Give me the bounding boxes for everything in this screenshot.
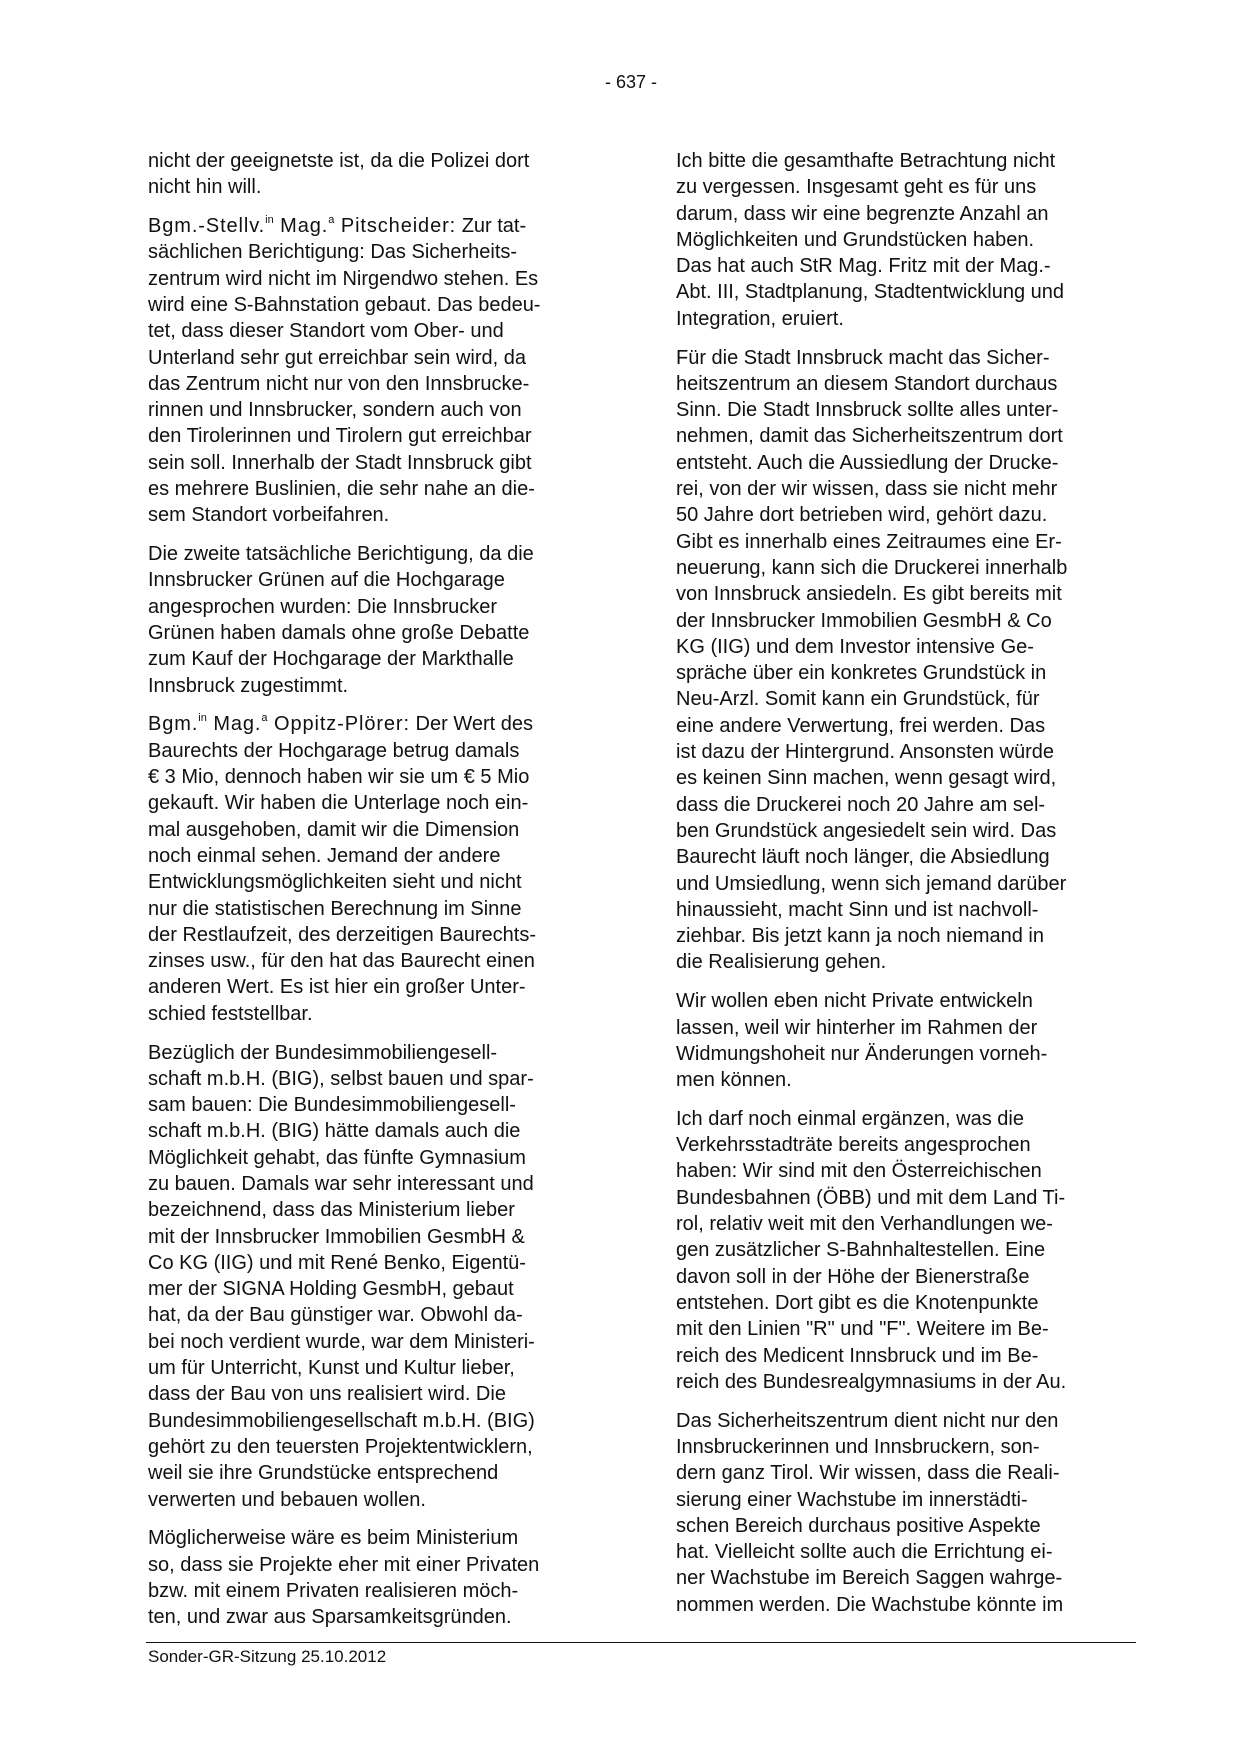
speaker-degree: Mag. — [280, 215, 329, 238]
paragraph-speaker-oppitz-ploerer — [148, 711, 618, 1027]
paragraph: Wir wollen eben nicht Private entwickeln lassen, weil wir hinterher im Rahmen der Widmungshoheit nur Änderungen vorneh- men können. — [676, 990, 1048, 1092]
paragraph: Das Sicherheitszentrum dient nicht nur den Innsbruckerinnen und Innsbruckern, son- dern ganz Tirol. Wir wissen, dass die Reali- sierung einer Wachstube im innerstädti- schen Bereich durchaus positive Aspekte hat. Vielleicht sollte auch die Errichtung ei- ner Wachstube im Bereich Saggen wahrge- nommen werden. Die Wachstube könnte im — [676, 1409, 1064, 1616]
speaker-title-suffix: in — [198, 712, 207, 725]
paragraph-speaker-pitscheider — [148, 213, 618, 529]
speaker-title-suffix: in — [265, 214, 274, 227]
speaker-label — [148, 215, 456, 237]
speech-text: Der Wert des Baurechts der Hochgarage betrug damals € 3 Mio, dennoch haben wir sie um € 5 Mio gekauft. Wir haben die Unterlage noch ein- mal ausgehoben, damit wir die Dimension noch einmal sehen. Jemand der andere Entwicklungsmöglichkeiten sieht und nicht nur die statistischen Berechnung im Sinne der Restlaufzeit, des derzeitigen Baurechts- zinses usw., für den hat das Baurecht einen anderen Wert. Es ist hier ein großer Unter- schied feststellbar. — [148, 713, 536, 1025]
paragraph: Die zweite tatsächliche Berichtigung, da die Innsbrucker Grünen auf die Hochgarage angesprochen wurden: Die Innsbrucker Grünen haben damals ohne große Debatte zum Kauf der Hochgarage der Markthalle Innsbruck zugestimmt. — [148, 543, 534, 697]
paragraph: Ich bitte die gesamthafte Betrachtung nicht zu vergessen. Insgesamt geht es für uns darum, dass wir eine begrenzte Anzahl an Möglichkeiten und Grundstücken haben. Das hat auch StR Mag. Fritz mit der Mag.- Abt. III, Stadtplanung, Stadtentwicklung und Integration, eruiert. — [676, 150, 1065, 330]
footer-divider — [146, 1642, 1136, 1643]
paragraph: nicht der geeignetste ist, da die Polizei dort nicht hin will. — [148, 150, 530, 199]
paragraph: Möglicherweise wäre es beim Ministerium so, dass sie Projekte eher mit einer Privaten bzw. mit einem Privaten realisieren möch- ten, und zwar aus Sparsamkeitsgründen. — [148, 1527, 540, 1629]
speaker-title: Bgm. — [148, 713, 199, 736]
speech-text: Zur tat- sächlichen Berichtigung: Das Sicherheits- zentrum wird nicht im Nirgendwo stehen. Es wird eine S-Bahnstation gebaut. Das bedeu- tet, dass dieser Standort vom Ober- und Unterland sehr gut erreichbar sein wird, da das Zentrum nicht nur von den Innsbrucke- rinnen und Innsbrucker, sondern auch von den Tirolerinnen und Tirolern gut erreichbar sein soll. Innerhalb der Stadt Innsbruck gibt es mehrere Buslinien, die sehr nahe an die- sem Standort vorbeifahren. — [148, 215, 541, 527]
speaker-name: Pitscheider: — [340, 215, 457, 238]
paragraph: Für die Stadt Innsbruck macht das Sicher- heitszentrum an diesem Standort durchaus Sinn. Die Stadt Innsbruck sollte alles unter- nehmen, damit das Sicherheitszentrum dort entsteht. Auch die Aussiedlung der Drucke- rei, von der wir wissen, dass sie nicht mehr 50 Jahre dort betrieben wird, gehört dazu. Gibt es innerhalb eines Zeitraumes eine Er- neuerung, kann sich die Druckerei innerhalb von Innsbruck ansiedeln. Es gibt bereits mit der Innsbrucker Immobilien GesmbH & Co KG (IIG) und dem Investor intensive Ge- spräche über ein konkretes Grundstück in Neu-Arzl. Somit kann ein Grundstück, für eine andere Verwertung, frei werden. Das ist dazu der Hintergrund. Ansonsten würde es keinen Sinn machen, wenn gesagt wird, dass die Druckerei noch 20 Jahre am sel- ben Grundstück angesiedelt sein wird. Das Baurecht läuft noch länger, die Absiedlung und Umsiedlung, wenn sich jemand darüber hinaussieht, macht Sinn und ist nachvoll- ziehbar. Bis jetzt kann ja noch niemand in die Realisierung gehen. — [676, 346, 1068, 974]
speaker-label — [148, 713, 410, 735]
speaker-degree: Mag. — [213, 713, 262, 736]
speaker-degree-suffix: a — [261, 712, 268, 725]
speaker-name: Oppitz-Plörer: — [273, 713, 410, 736]
paragraph: Bezüglich der Bundesimmobiliengesell- schaft m.b.H. (BIG), selbst bauen und spar- sam bauen: Die Bundesimmobiliengesell- schaft m.b.H. (BIG) hätte damals auch die Möglichkeit gehabt, das fünfte Gymnasium zu bauen. Damals war sehr interessant und bezeichnend, dass das Ministerium lieber mit der Innsbrucker Immobilien GesmbH & Co KG (IIG) und mit René Benko, Eigentü- mer der SIGNA Holding GesmbH, gebaut hat, da der Bau günstiger war. Obwohl da- bei noch verdient wurde, war dem Ministeri- um für Unterricht, Kunst und Kultur lieber, dass der Bau von uns realisiert wird. Die Bundesimmobiliengesellschaft m.b.H. (BIG) gehört zu den teuersten Projektentwicklern, weil sie ihre Grundstücke entsprechend verwerten und bebauen wollen. — [148, 1041, 535, 1511]
right-column — [676, 148, 1146, 1631]
page-number: - 637 - — [604, 72, 658, 92]
paragraph: Ich darf noch einmal ergänzen, was die Verkehrsstadträte bereits angesprochen haben: Wir sind mit den Österreichischen Bundesbahnen (ÖBB) und mit dem Land Ti- rol, relativ weit mit den Verhandlungen we- gen zusätzlicher S-Bahnhaltestellen. Eine davon soll in der Höhe der Bienerstraße entstehen. Dort gibt es die Knotenpunkte mit den Linien "R" und "F". Weitere im Be- reich des Medicent Innsbruck und im Be- reich des Bundesrealgymnasiums in der Au. — [676, 1107, 1067, 1393]
left-column — [148, 148, 618, 1643]
speaker-degree-suffix: a — [328, 214, 335, 227]
speaker-title: Bgm.-Stellv. — [148, 215, 266, 238]
footer-text: Sonder-GR-Sitzung 25.10.2012 — [148, 1647, 387, 1666]
